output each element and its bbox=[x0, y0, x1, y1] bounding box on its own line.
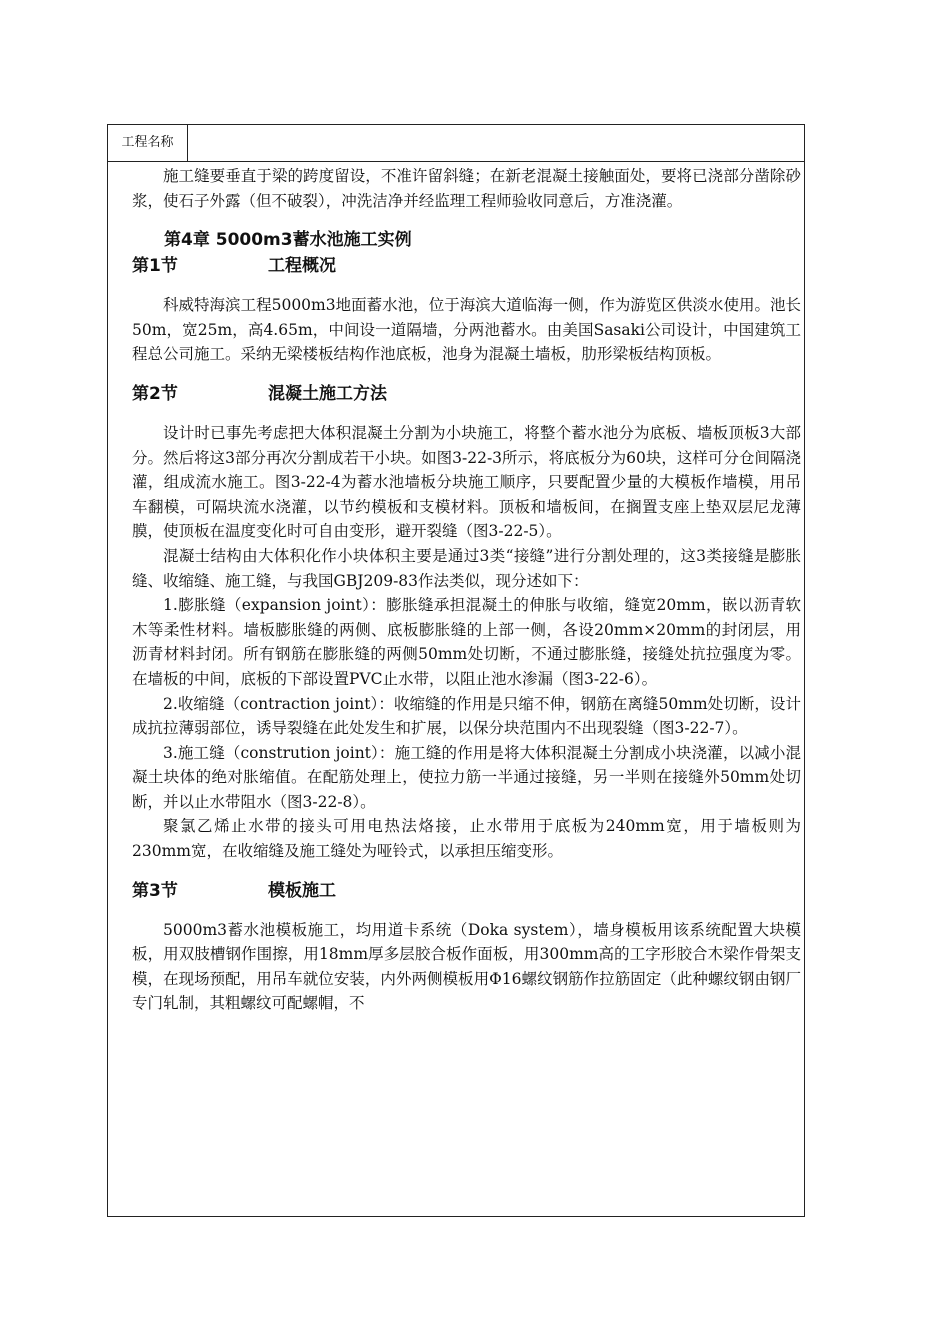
section-title: 工程概况 bbox=[268, 256, 336, 277]
chapter-title: 第4章 5000m3蓄水池施工实例 bbox=[164, 230, 412, 251]
paragraph: 1.膨胀缝（expansion joint）：膨胀缝承担混凝土的伸胀与收缩，缝宽20mm，嵌以沥青软木等柔性材料。墙板膨胀缝的两侧、底板膨胀缝的上部一侧，各设20mm×20mm的封闭层，用沥青材料封闭。所有钢筋在膨胀缝的两侧50mm处切断，不通过膨胀缝，接缝处抗拉强度为零。在墙板的中间，底板的下部设置PVC止水带，以阻止池水渗漏（图3-22-6）。 bbox=[132, 596, 801, 688]
paragraph: 5000m3蓄水池模板施工，均用道卡系统（Doka system），墙身模板用该系统配置大块模板，用双肢槽钢作围擦，用18mm厚多层胶合板作面板，用300mm高的工字形胶合木梁作骨架支模，在现场预配，用吊车就位安装，内外两侧模板用Φ16螺纹钢筋作拉筋固定（此种螺纹钢由钢厂专门轧制，其粗螺纹可配螺帽，不 bbox=[132, 920, 801, 1013]
paragraph: 聚氯乙烯止水带的接头可用电热法烙接，止水带用于底板为240mm宽，用于墙板则为230mm宽，在收缩缝及施工缝处为哑铃式，以承担压缩变形。 bbox=[132, 817, 801, 861]
section-3-heading bbox=[132, 878, 801, 904]
intro-paragraph: 施工缝要垂直于梁的跨度留设，不准许留斜缝；在新老混凝土接触面处，要将已浇部分凿除砂浆，使石子外露（但不破裂），冲洗洁净并经监理工程师验收同意后，方准浇灌。 bbox=[132, 167, 801, 210]
paragraph: 混凝士结构由大体积化作小块体积主要是通过3类“接缝”进行分割处理的，这3类接缝是膨胀缝、收缩缝、施工缝，与我国GBJ209-83作法类似，现分述如下： bbox=[132, 546, 801, 590]
document-body bbox=[132, 162, 801, 1216]
section-title: 模板施工 bbox=[268, 880, 336, 901]
project-name-label: 工程名称 bbox=[108, 125, 188, 161]
section-number: 第3节 bbox=[132, 880, 178, 901]
paragraph: 2.收缩缝（contraction joint）：收缩缝的作用是只缩不伸，钢筋在离缝50mm处切断，设计成抗拉薄弱部位，诱导裂缝在此处发生和扩展，以保分块范围内不出现裂缝（图3-22-7）。 bbox=[132, 694, 801, 738]
section-number: 第1节 bbox=[132, 256, 178, 277]
section-1-heading bbox=[132, 253, 801, 279]
paragraph: 科威特海滨工程5000m3地面蓄水池，位于海滨大道临海一侧，作为游览区供淡水使用。池长50m，宽25m，高4.65m，中间设一道隔墙，分两池蓄水。由美国Sasaki公司设计，中国建筑工程总公司施工。采纳无梁楼板结构作池底板，池身为混凝土墙板，肋形梁板结构顶板。 bbox=[132, 296, 801, 364]
document-frame bbox=[107, 124, 805, 1217]
section-2-heading bbox=[132, 381, 801, 407]
paragraph: 设计时已事先考虑把大体积混凝土分割为小块施工，将整个蓄水池分为底板、墙板顶板3大部分。然后将这3部分再次分割成若干小块。如图3-22-3所示，将底板分为60块，这样可分仓间隔浇灌，组成流水施工。图3-22-4为蓄水池墙板分块施工顺序，只要配置少量的大模板作墙模，用吊车翻模，可隔块流水浇灌，以节约模板和支模材料。顶板和墙板间，在搁置支座上垫双层尼龙薄膜，使顶板在温度变化时可自由变形，避开裂缝（图3-22-5）。 bbox=[132, 423, 801, 541]
project-name-row bbox=[108, 125, 804, 162]
paragraph: 3.施工缝（constrution joint）：施工缝的作用是将大体积混凝土分割成小块浇灌，以减小混凝土块体的绝对胀缩值。在配筋处理上，使拉力筋一半通过接缝，另一半则在接缝外50mm处切断，并以止水带阻水（图3-22-8）。 bbox=[132, 743, 801, 811]
section-title: 混凝土施工方法 bbox=[268, 383, 387, 404]
section-number: 第2节 bbox=[132, 383, 178, 404]
